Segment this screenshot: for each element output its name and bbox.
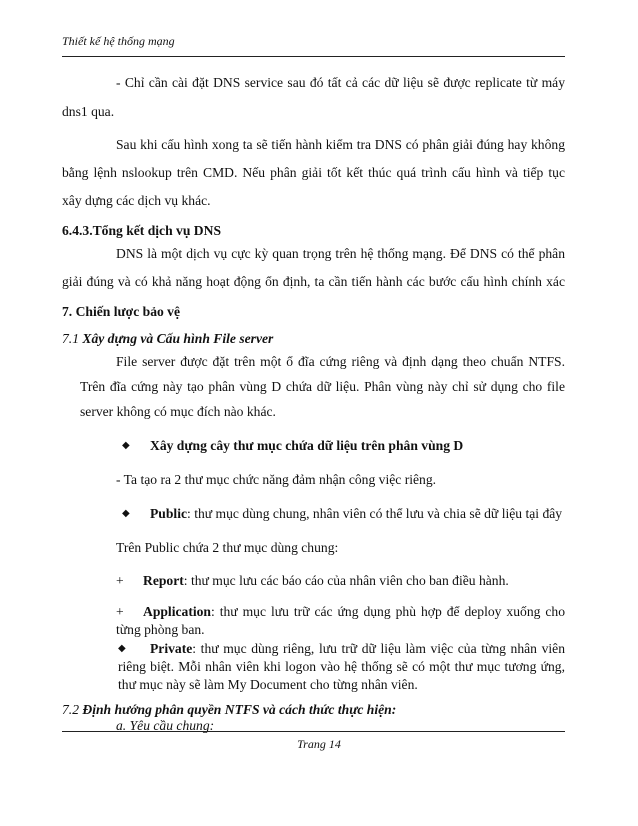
section-7-heading: 7. Chiến lược bảo vệ (62, 304, 181, 319)
report-item (143, 572, 509, 590)
private-text: : thư mục dùng riêng, lưu trữ dữ liệu làm việc của từng nhân viên (192, 641, 565, 656)
section-72-heading (62, 701, 396, 719)
section-72-prefix: 7.2 (62, 702, 83, 717)
report-text: : thư mục lưu các báo cáo của nhân viên cho ban điều hành. (183, 573, 509, 588)
public-text: : thư mục dùng chung, nhân viên có thể lưu và chia sẽ dữ liệu tại đây (187, 506, 563, 521)
application-text: : thư mục lưu trữ các ứng dụng phù hợp để deploy xuống cho (210, 604, 565, 619)
private-label: Private (150, 641, 193, 656)
section-71-title: Xây dựng và Cấu hình File server (82, 331, 274, 346)
application-marker: + (116, 604, 124, 619)
section-71-line1: File server được đặt trên một ổ đĩa cứng riêng và định dạng theo chuẩn NTFS. (116, 354, 565, 369)
report-label: Report (143, 573, 184, 588)
public-contains-text: Trên Public chứa 2 thư mục dùng chung: (116, 540, 339, 555)
bullet-private (150, 640, 565, 658)
application-label: Application (143, 604, 211, 619)
diamond-bullet-icon: ◆ (118, 643, 126, 654)
section-643-line2: giải đúng và có khả năng hoạt động ổn định, ta cần tiến hành các bước cấu hình chính xác (62, 274, 565, 289)
diamond-bullet-icon: ◆ (122, 440, 130, 451)
footer-rule (62, 731, 565, 732)
section-71-prefix: 7.1 (62, 331, 83, 346)
private-line3: thư mục này sẽ làm My Document cho từng nhân viên. (118, 677, 418, 692)
para1-line1: - Chỉ cần cài đặt DNS service sau đó tất cả các dữ liệu sẽ được replicate từ máy (116, 75, 565, 90)
section-71-heading (62, 330, 273, 348)
section-72-subheading: a. Yêu cầu chung: (116, 718, 215, 733)
section-643-line1: DNS là một dịch vụ cực kỳ quan trọng trên hệ thống mạng. Để DNS có thể phân (116, 246, 565, 261)
para1-line2: dns1 qua. (62, 104, 115, 119)
application-line2: từng phòng ban. (116, 622, 205, 637)
section-643-heading: 6.4.3.Tổng kết dịch vụ DNS (62, 223, 222, 238)
public-label: Public (150, 506, 188, 521)
header-title: Thiết kế hệ thống mạng (62, 34, 175, 48)
para2-line1: Sau khi cấu hình xong ta sẽ tiến hành kiểm tra DNS có phân giải đúng hay không (116, 137, 565, 152)
para2-line3: xây dựng các dịch vụ khác. (62, 193, 211, 208)
footer-page-number: Trang 14 (297, 737, 341, 751)
application-item (143, 603, 565, 621)
diamond-bullet-icon: ◆ (122, 508, 130, 519)
section-72-title: Định hướng phân quyền NTFS và cách thức thực hiện: (82, 702, 397, 717)
para2-line2: bằng lệnh nslookup trên CMD. Nếu phân giải tốt kết thúc quá trình cấu hình và tiếp tục (62, 165, 565, 180)
bullet-tree-text: Xây dựng cây thư mục chứa dữ liệu trên phân vùng D (150, 438, 464, 453)
header-rule (62, 56, 565, 57)
section-71-line3: server không có mục đích nào khác. (80, 404, 276, 419)
create-folders-text: - Ta tạo ra 2 thư mục chức năng đảm nhận công việc riêng. (116, 472, 437, 487)
section-71-line2: Trên đĩa cứng này tạo phân vùng D chứa dữ liệu. Phân vùng này chỉ sử dụng cho file (80, 379, 565, 394)
private-line2: riêng biệt. Mỗi nhân viên khi logon vào hệ thống sẽ có một thư mục tương ứng, (118, 659, 565, 674)
bullet-public (150, 505, 562, 523)
report-marker: + (116, 573, 124, 588)
